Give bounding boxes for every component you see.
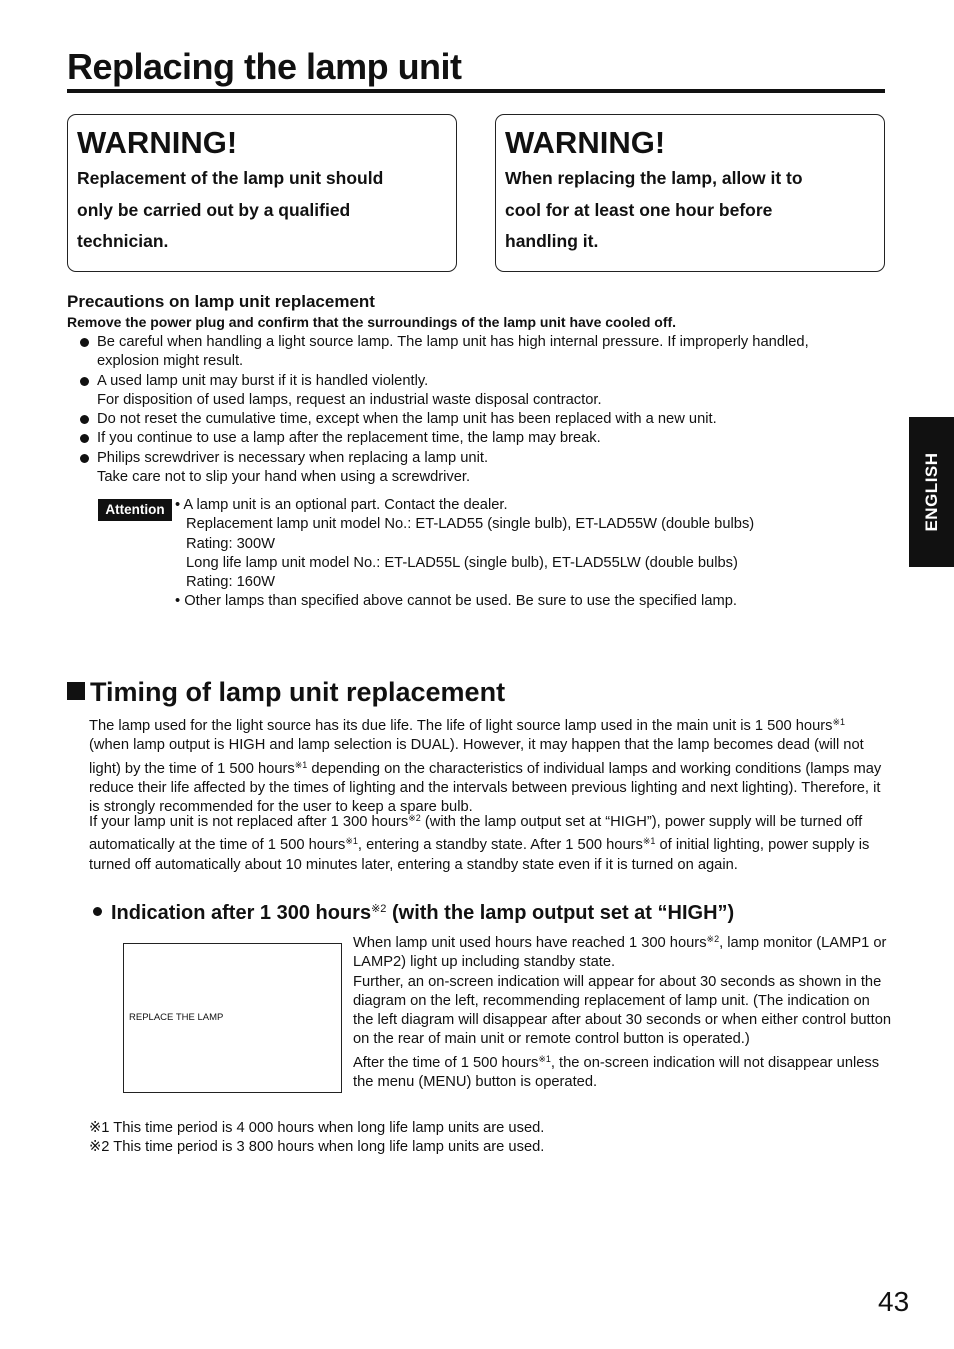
attention-line: Long life lamp unit model No.: ET-LAD55L (single bulb), ET-LAD55LW (double bulbs) xyxy=(186,554,738,571)
footnote-mark: ※1 xyxy=(538,1053,551,1064)
list-item-line: Do not reset the cumulative time, except when the lamp unit has been replaced with a new unit. xyxy=(97,411,717,428)
indication-paragraph: Further, an on-screen indication will appear for about 30 seconds as shown in the diagram on the left, recommending replacement of lamp unit. (The indication on the left diagram will disappear after about 30 seconds or when either control button on the rear of main unit or remote control button is operated.) xyxy=(353,973,892,1048)
page-number: 43 xyxy=(878,1286,910,1317)
warning-title: WARNING! xyxy=(505,125,666,160)
text-run: (when lamp output is HIGH and lamp selection is DUAL). However, it may happen that the lamp becomes dead (will not light) by the time of 1 500 hours xyxy=(89,737,864,777)
list-item-line: explosion might result. xyxy=(97,353,244,370)
language-tab xyxy=(909,417,954,567)
warning-text xyxy=(505,163,875,258)
list-item-line: Philips screwdriver is necessary when replacing a lamp unit. xyxy=(97,449,489,466)
page-title: Replacing the lamp unit xyxy=(67,46,462,87)
attention-line: • Other lamps than specified above cannot be used. Be sure to use the specified lamp. xyxy=(175,593,737,610)
footnotes xyxy=(89,1119,544,1158)
list-item xyxy=(79,333,889,372)
list-item-line: Take care not to slip your hand when using a screwdriver. xyxy=(97,469,471,486)
attention-notes xyxy=(175,496,855,612)
precautions-heading: Precautions on lamp unit replacement xyxy=(67,292,375,311)
bullet-icon xyxy=(93,907,102,916)
list-item xyxy=(79,429,889,448)
text-run: After the time of 1 500 hours xyxy=(353,1054,539,1071)
title-divider xyxy=(67,89,885,93)
footnote-mark: ※1 xyxy=(832,717,846,727)
timing-paragraph-1 xyxy=(89,713,889,817)
list-item-line: If you continue to use a lamp after the replacement time, the lamp may break. xyxy=(97,430,601,447)
section-title-timing xyxy=(67,674,505,710)
precautions-note: Remove the power plug and confirm that the surroundings of the lamp unit have cooled off. xyxy=(67,314,677,330)
footnote-mark: ※1 xyxy=(345,836,358,847)
footnote: ※2 This time period is 3 800 hours when long life lamp units are used. xyxy=(89,1139,545,1156)
list-item xyxy=(79,449,889,488)
warning-line: Replacement of the lamp unit should xyxy=(77,168,384,188)
warning-line: cool for at least one hour before xyxy=(505,199,773,220)
footnote-mark: ※2 xyxy=(371,903,387,915)
precautions-list xyxy=(79,333,889,487)
text-run: If your lamp unit is not replaced after 1 300 hours xyxy=(89,814,409,830)
list-item-line: A used lamp unit may burst if it is handled violently. xyxy=(97,372,429,389)
warning-line: When replacing the lamp, allow it to xyxy=(505,168,803,188)
list-item-line: Be careful when handling a light source lamp. The lamp unit has high internal pressure. If improperly handled, xyxy=(97,334,809,350)
attention-line: Rating: 300W xyxy=(186,535,275,552)
footnote-mark: ※2 xyxy=(408,813,421,823)
attention-line: Replacement lamp unit model No.: ET-LAD55 (single bulb), ET-LAD55W (double bulbs) xyxy=(186,516,755,533)
screen-message: REPLACE THE LAMP xyxy=(129,1012,224,1023)
heading-text: Indication after 1 300 hours xyxy=(111,902,372,924)
text-run: The lamp used for the light source has its due life. The life of light source lamp used in the main unit is 1 500 hours xyxy=(89,718,833,734)
footnote-mark: ※2 xyxy=(706,934,720,944)
attention-line: Rating: 160W xyxy=(186,574,275,591)
indication-description xyxy=(353,930,893,1092)
text-run: of initial lighting, power supply is turned off automatically about 10 minutes later, entering a standby state even if it is turned on again. xyxy=(89,837,870,873)
footnote-mark: ※1 xyxy=(642,836,656,847)
warning-line: handling it. xyxy=(505,231,599,251)
attention-line: • A lamp unit is an optional part. Contact the dealer. xyxy=(175,497,508,513)
warning-line: technician. xyxy=(77,231,169,251)
heading-text: (with the lamp output set at “HIGH”) xyxy=(386,902,735,924)
indication-paragraph xyxy=(353,1050,893,1093)
square-bullet-icon xyxy=(67,682,85,700)
warning-text xyxy=(77,163,447,258)
warning-box-technician xyxy=(67,114,457,272)
indication-heading xyxy=(93,896,734,926)
list-item-line: For disposition of used lamps, request an industrial waste disposal contractor. xyxy=(97,391,602,408)
on-screen-indication-diagram xyxy=(123,943,342,1093)
attention-badge: Attention xyxy=(98,499,172,521)
footnote: ※1 This time period is 4 000 hours when long life lamp units are used. xyxy=(89,1120,545,1136)
warning-box-cooling xyxy=(495,114,885,272)
warning-title: WARNING! xyxy=(77,125,238,160)
text-run: (with the lamp output set at “HIGH”), power supply will be turned off automatically at the time of 1 500 hours xyxy=(89,814,863,854)
text-run: , entering a standby state. After 1 500 hours xyxy=(357,837,643,854)
language-tab-label: ENGLISH xyxy=(921,452,941,532)
timing-paragraph-2 xyxy=(89,809,889,875)
text-run: , the on-screen indication will not disappear unless the menu (MENU) button is operated. xyxy=(353,1054,880,1091)
warning-line: only be carried out by a qualified xyxy=(77,199,351,220)
list-item xyxy=(79,410,889,429)
indication-paragraph xyxy=(353,930,893,973)
section-title-text: Timing of lamp unit replacement xyxy=(90,677,506,707)
text-run: When lamp unit used hours have reached 1 300 hours xyxy=(353,935,707,951)
text-run: depending on the characteristics of individual lamps and working conditions (lamps may reduce their life affected by the times of lighting and the intervals between previous lighting and next lighting). Therefore, it is strongly recommended for the user to keep a spare bulb. xyxy=(89,760,882,816)
footnote-mark: ※1 xyxy=(294,759,308,770)
text-run: , lamp monitor (LAMP1 or LAMP2) light up including standby state. xyxy=(353,935,887,971)
list-item xyxy=(79,372,889,411)
